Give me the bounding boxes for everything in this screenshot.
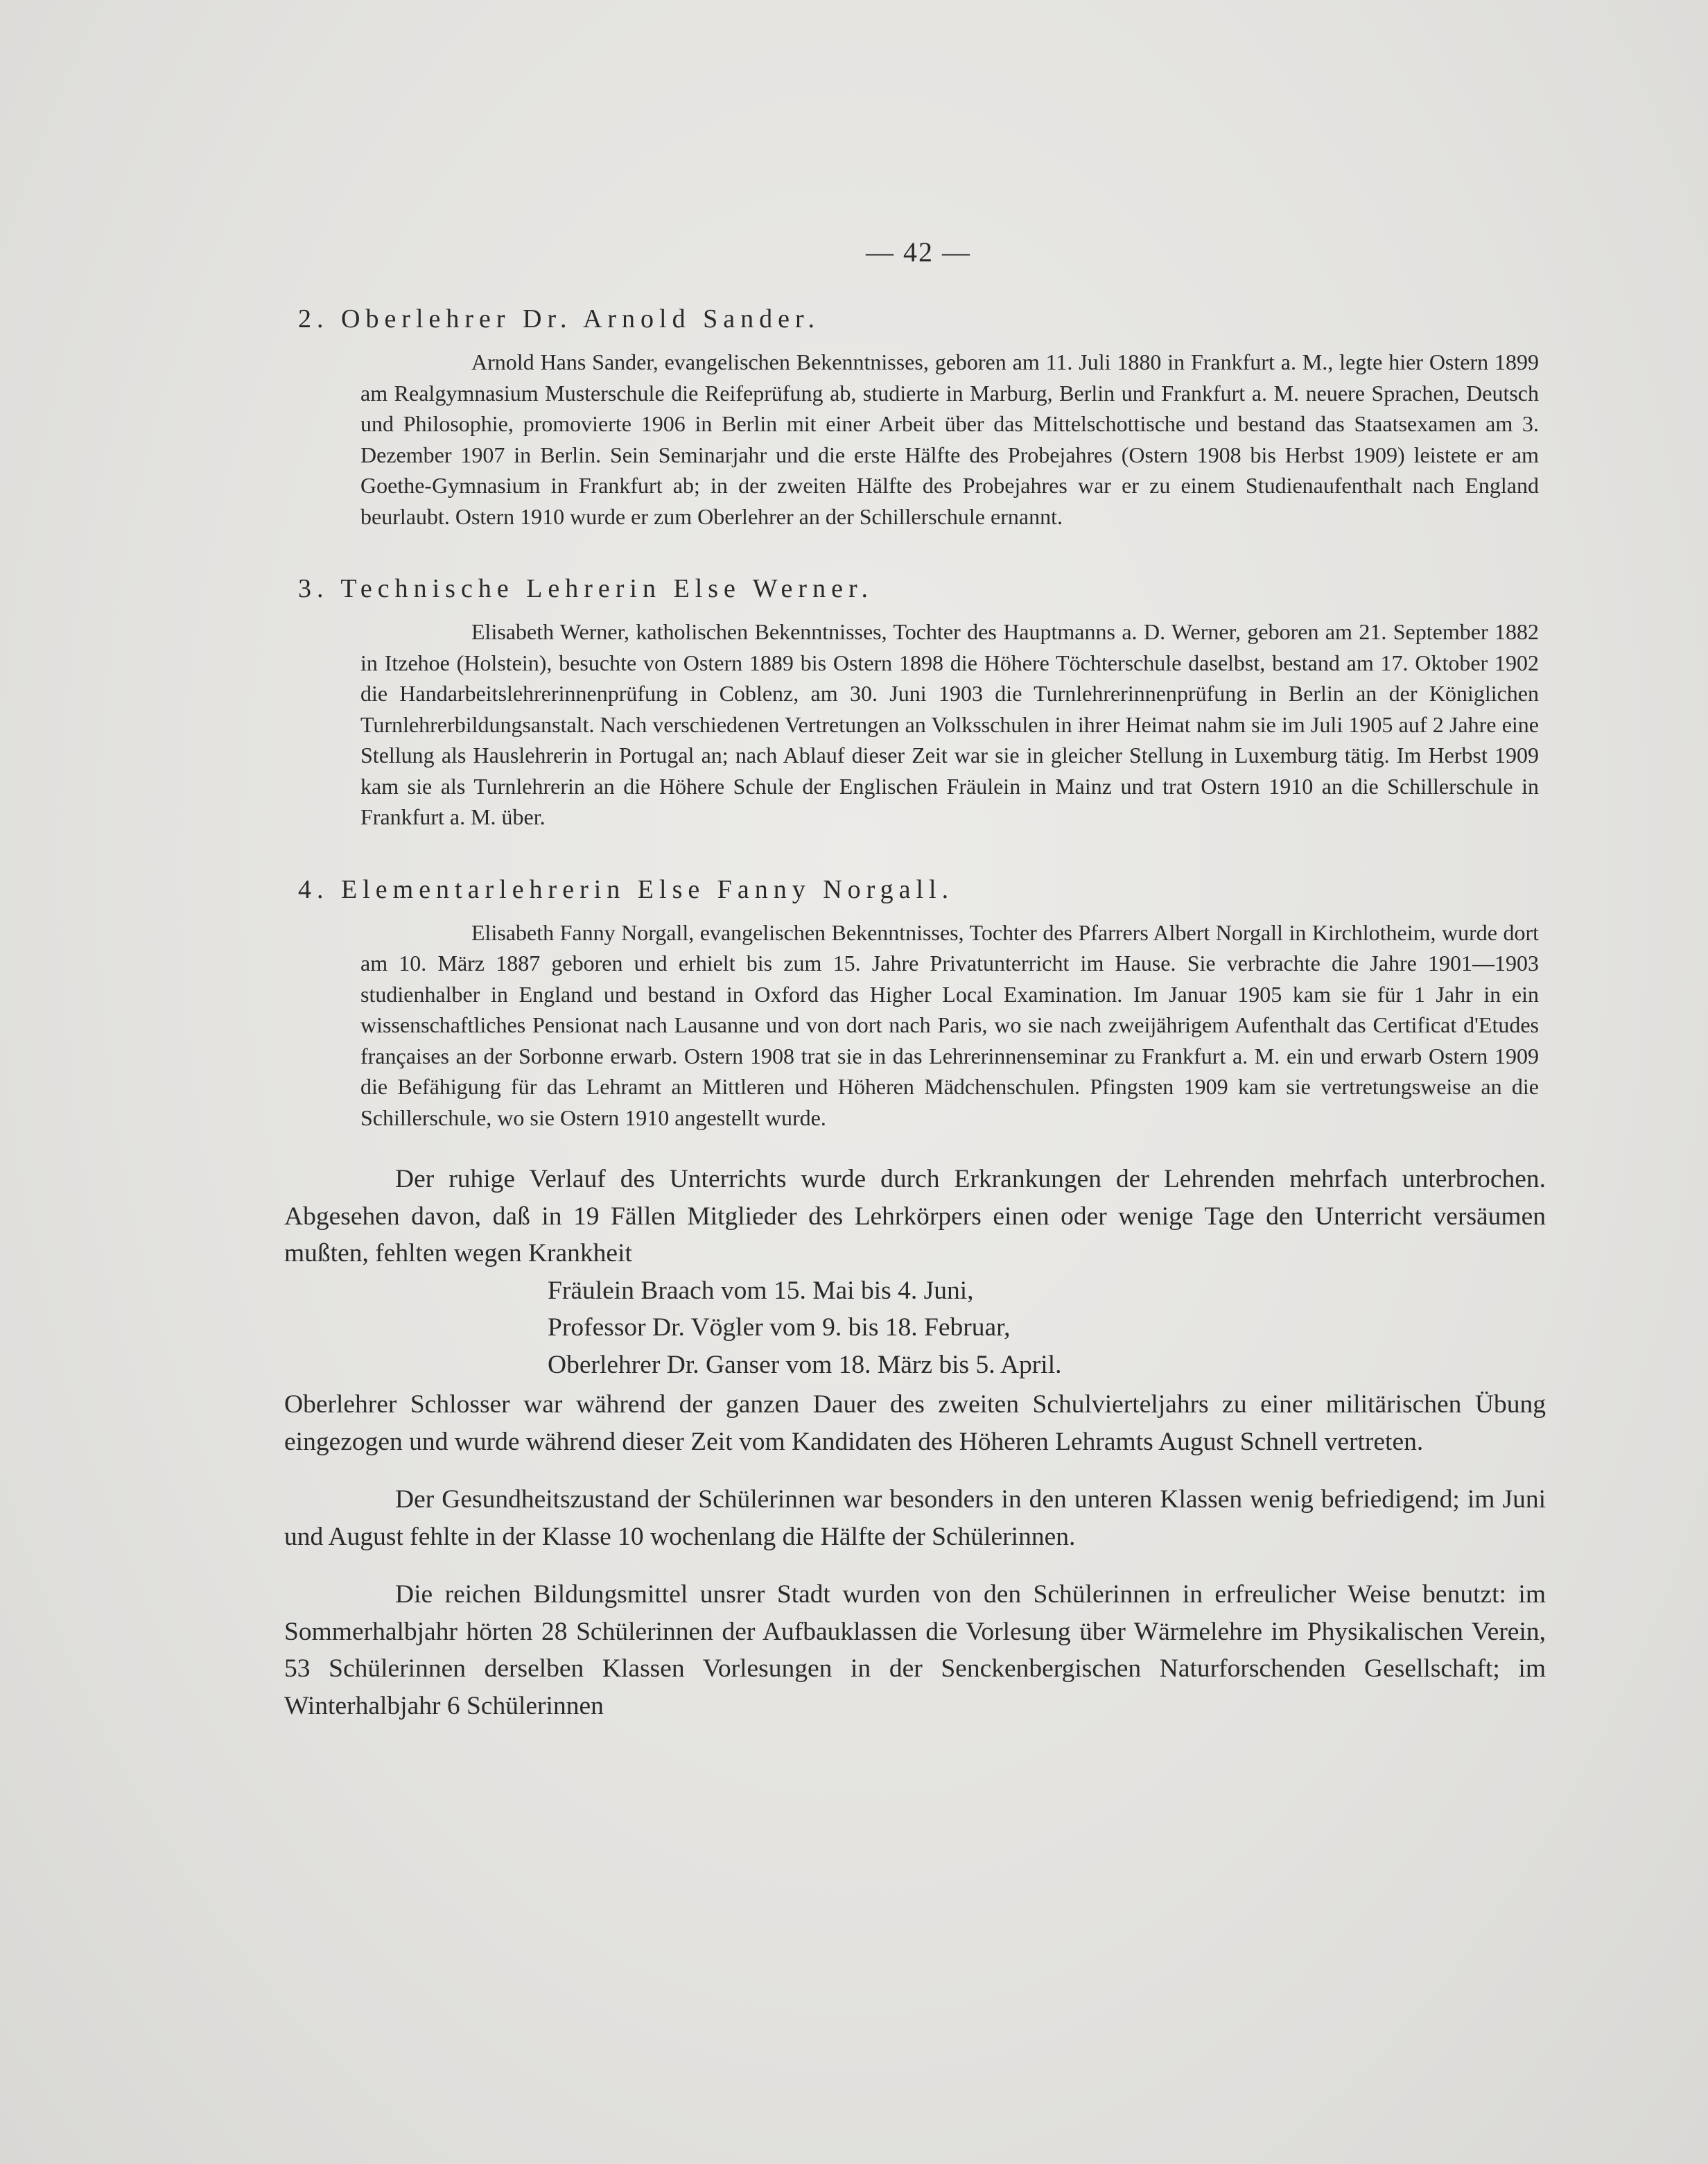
biography-werner: Elisabeth Werner, katholischen Bekenntnisses, Tochter des Hauptmanns a. D. Werner, geboren am 21. September 1882 in Itzehoe (Holstein), besuchte von Ostern 1889 bis Ostern 1898 die Höhere Töchterschule daselbst, bestand am 17. Oktober 1902 die Handarbeitslehrerinnenprüfung in Coblenz, am 30. Juni 1903 die Turnlehrerinnenprüfung in Berlin an der Königlichen Turnlehrerbildungsanstalt. Nach verschiedenen Vertretungen an Volksschulen in ihrer Heimat nahm sie im Juli 1905 auf 2 Jahre eine Stellung als Hauslehrerin in Portugal an; nach Ablauf dieser Zeit war sie in gleicher Stellung in Luxemburg tätig. Im Herbst 1909 kam sie als Turnlehrerin an die Höhere Schule der Englischen Fräulein in Mainz und trat Ostern 1910 an die Schillerschule in Frankfurt a. M. über.: [360, 619, 1539, 829]
section-heading-werner: 3. Technische Lehrerin Else Werner.: [298, 574, 873, 603]
paragraph-illness-intro: Der ruhige Verlauf des Unterrichts wurde durch Erkrankungen der Lehrenden mehrfach unterbrochen. Abgesehen davon, daß in 19 Fällen Mitglieder des Lehrkörpers einen oder wenige Tage den Unterricht versäumen mußten, fehlten wegen Krankheit: [284, 1165, 1546, 1267]
sick-leave-item: Fräulein Braach vom 15. Mai bis 4. Juni,: [548, 1276, 974, 1305]
paragraph-schlosser: Oberlehrer Schlosser war während der ganzen Dauer des zweiten Schulvierteljahrs zu einer militärischen Übung eingezogen und wurde während dieser Zeit vom Kandidaten des Höheren Lehramts August Schnell vertreten.: [284, 1390, 1546, 1456]
biography-sander: Arnold Hans Sander, evangelischen Bekenntnisses, geboren am 11. Juli 1880 in Frankfurt a. M., legte hier Ostern 1899 am Realgymnasium Musterschule die Reifeprüfung ab, studierte in Marburg, Berlin und Frankfurt a. M. neuere Sprachen, Deutsch und Philosophie, promovierte 1906 in Berlin mit einer Arbeit über das Mittelschottische und bestand das Staatsexamen am 3. Dezember 1907 in Berlin. Sein Seminarjahr und die erste Hälfte des Probejahres (Ostern 1908 bis Herbst 1909) leistete er am Goethe-Gymnasium in Frankfurt ab; in der zweiten Hälfte des Probejahres war er zu einem Studienaufenthalt nach England beurlaubt. Ostern 1910 wurde er zum Oberlehrer an der Schillerschule ernannt.: [360, 349, 1539, 529]
section-heading-sander: 2. Oberlehrer Dr. Arnold Sander.: [298, 304, 821, 334]
biography-norgall: Elisabeth Fanny Norgall, evangelischen Bekenntnisses, Tochter des Pfarrers Albert Norgall in Kirchlotheim, wurde dort am 10. März 1887 geboren und erhielt bis zum 15. Jahre Privatunterricht im Hause. Sie verbrachte die Jahre 1901—1903 studienhalber in England und bestand in Oxford das Higher Local Examination. Im Januar 1905 kam sie für 1 Jahr in ein wissenschaftliches Pensionat nach Lausanne und von dort nach Paris, wo sie nach zweijährigem Aufenthalt das Certificat d'Etudes françaises an der Sorbonne erwarb. Ostern 1908 trat sie in das Lehrerinnenseminar zu Frankfurt a. M. ein und erwarb Ostern 1909 die Befähigung für das Lehramt an Mittleren und Höheren Mädchenschulen. Pfingsten 1909 kam sie vertretungsweise an die Schillerschule, wo sie Ostern 1910 angestellt wurde.: [360, 919, 1539, 1130]
page-content: [284, 298, 1546, 1745]
paragraph-health: Der Gesundheitszustand der Schülerinnen war besonders in den unteren Klassen wenig befriedigend; im Juni und August fehlte in der Klasse 10 wochenlang die Hälfte der Schülerinnen.: [284, 1485, 1546, 1551]
sick-leave-item: Oberlehrer Dr. Ganser vom 18. März bis 5. April.: [548, 1350, 1062, 1379]
page-number: — 42 —: [866, 236, 971, 268]
section-heading-norgall: 4. Elementarlehrerin Else Fanny Norgall.: [298, 874, 955, 904]
sick-leave-list: [548, 1272, 1546, 1384]
sick-leave-item: Professor Dr. Vögler vom 9. bis 18. Februar,: [548, 1313, 1011, 1342]
paragraph-education: Die reichen Bildungsmittel unsrer Stadt wurden von den Schülerinnen in erfreulicher Weise benutzt: im Sommerhalbjahr hörten 28 Schülerinnen der Aufbauklassen die Vorlesung über Wärmelehre im Physikalischen Verein, 53 Schülerinnen derselben Klassen Vorlesungen in der Senckenbergischen Naturforschenden Gesellschaft; im Winterhalbjahr 6 Schülerinnen: [284, 1580, 1546, 1720]
